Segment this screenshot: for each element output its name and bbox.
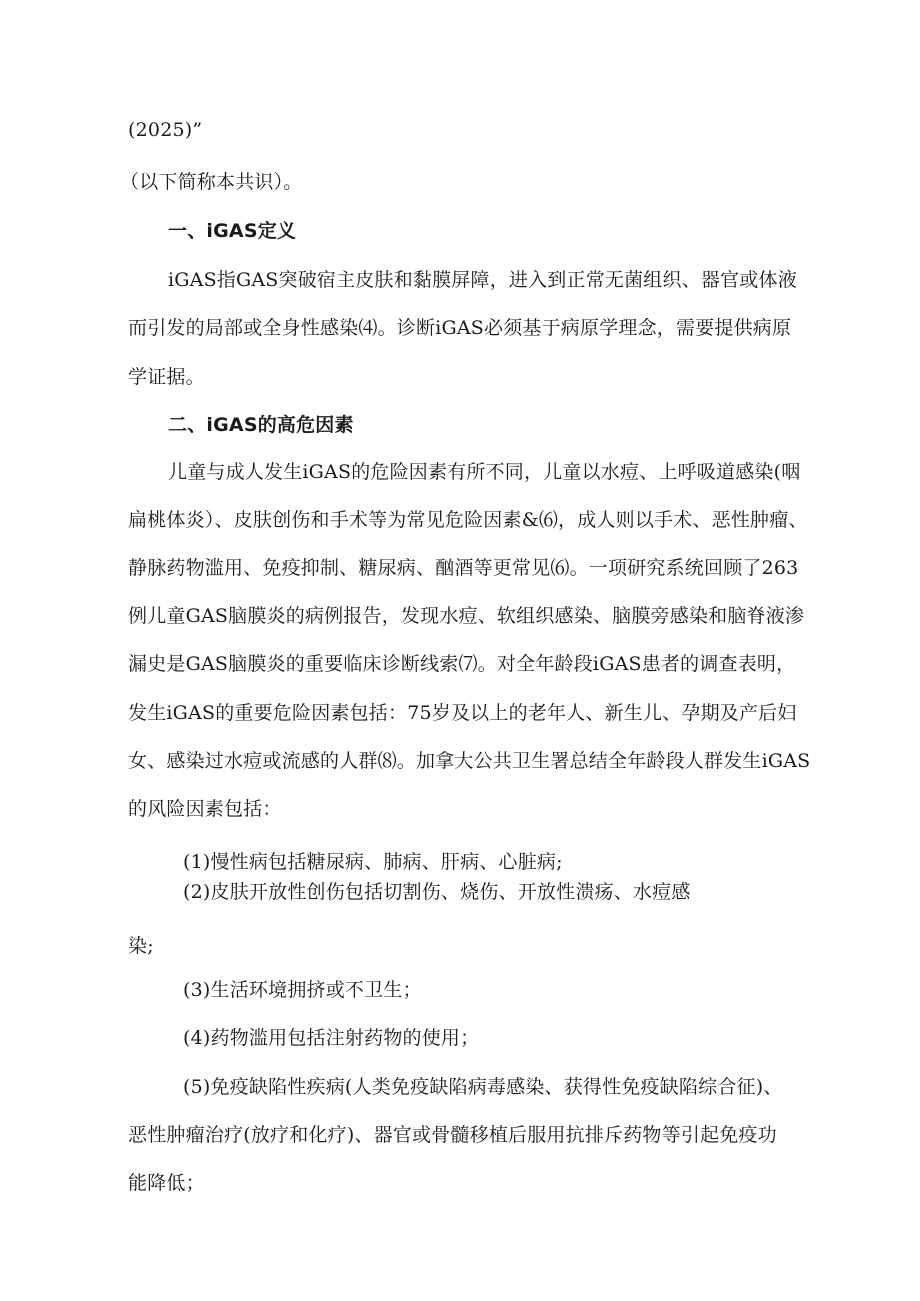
risk-item-2-line-2: 染; xyxy=(128,935,154,957)
section-1-line-2: 而引发的局部或全身性感染⑷。诊断iGAS必须基于病原学理念，需要提供病原 xyxy=(128,317,792,339)
section-2-line-2: 扁桃体炎）、皮肤创伤和手术等为常见危险因素&⑹，成人则以手术、恶性肿瘤、 xyxy=(128,509,808,531)
intro-line-1: (2025)” xyxy=(128,119,203,141)
section-2-line-6: 发生iGAS的重要危险因素包括：75岁及以上的老年人、新生儿、孕期及产后妇 xyxy=(128,702,797,724)
section-1-line-3: 学证据。 xyxy=(128,366,205,388)
section-1-line-1: iGAS指GAS突破宿主皮肤和黏膜屏障，进入到正常无菌组织、器官或体液 xyxy=(168,269,797,291)
section-2-line-4: 例儿童GAS脑膜炎的病例报告，发现水痘、软组织感染、脑膜旁感染和脑脊液渗 xyxy=(128,605,805,627)
section-2-line-7: 女、感染过水痘或流感的人群⑻。加拿大公共卫生署总结全年龄段人群发生iGAS xyxy=(128,750,811,772)
risk-item-2-line-1: (2)皮肤开放性创伤包括切割伤、烧伤、开放性溃疡、水痘感 xyxy=(183,881,691,903)
risk-item-3: (3)生活环境拥挤或不卫生； xyxy=(183,979,422,1001)
section-2-line-5: 漏史是GAS脑膜炎的重要临床诊断线索⑺。对全年龄段iGAS患者的调查表明， xyxy=(128,653,796,675)
section-2-line-3: 静脉药物滥用、免疫抑制、糖尿病、酗酒等更常见⑹。一项研究系统回顾了263 xyxy=(128,557,799,579)
section-1-heading: 一、iGAS定义 xyxy=(168,220,297,242)
section-2-heading: 二、iGAS的高危因素 xyxy=(168,414,354,436)
risk-item-5-line-2: 恶性肿瘤治疗(放疗和化疗)、器官或骨髓移植后服用抗排斥药物等引起免疫功 xyxy=(128,1124,777,1146)
risk-item-5-line-3: 能降低； xyxy=(128,1172,205,1194)
risk-item-1: (1)慢性病包括糖尿病、肺病、肝病、心脏病; xyxy=(183,851,563,873)
risk-item-5-line-1: (5)免疫缺陷性疾病(人类免疫缺陷病毒感染、获得性免疫缺陷综合征)、 xyxy=(183,1076,783,1098)
section-2-line-1: 儿童与成人发生iGAS的危险因素有所不同，儿童以水痘、上呼吸道感染(咽 xyxy=(168,461,801,483)
risk-item-4: (4)药物滥用包括注射药物的使用； xyxy=(183,1027,480,1049)
intro-line-2: （以下简称本共识）。 xyxy=(120,171,303,193)
section-2-line-8: 的风险因素包括： xyxy=(128,798,282,820)
